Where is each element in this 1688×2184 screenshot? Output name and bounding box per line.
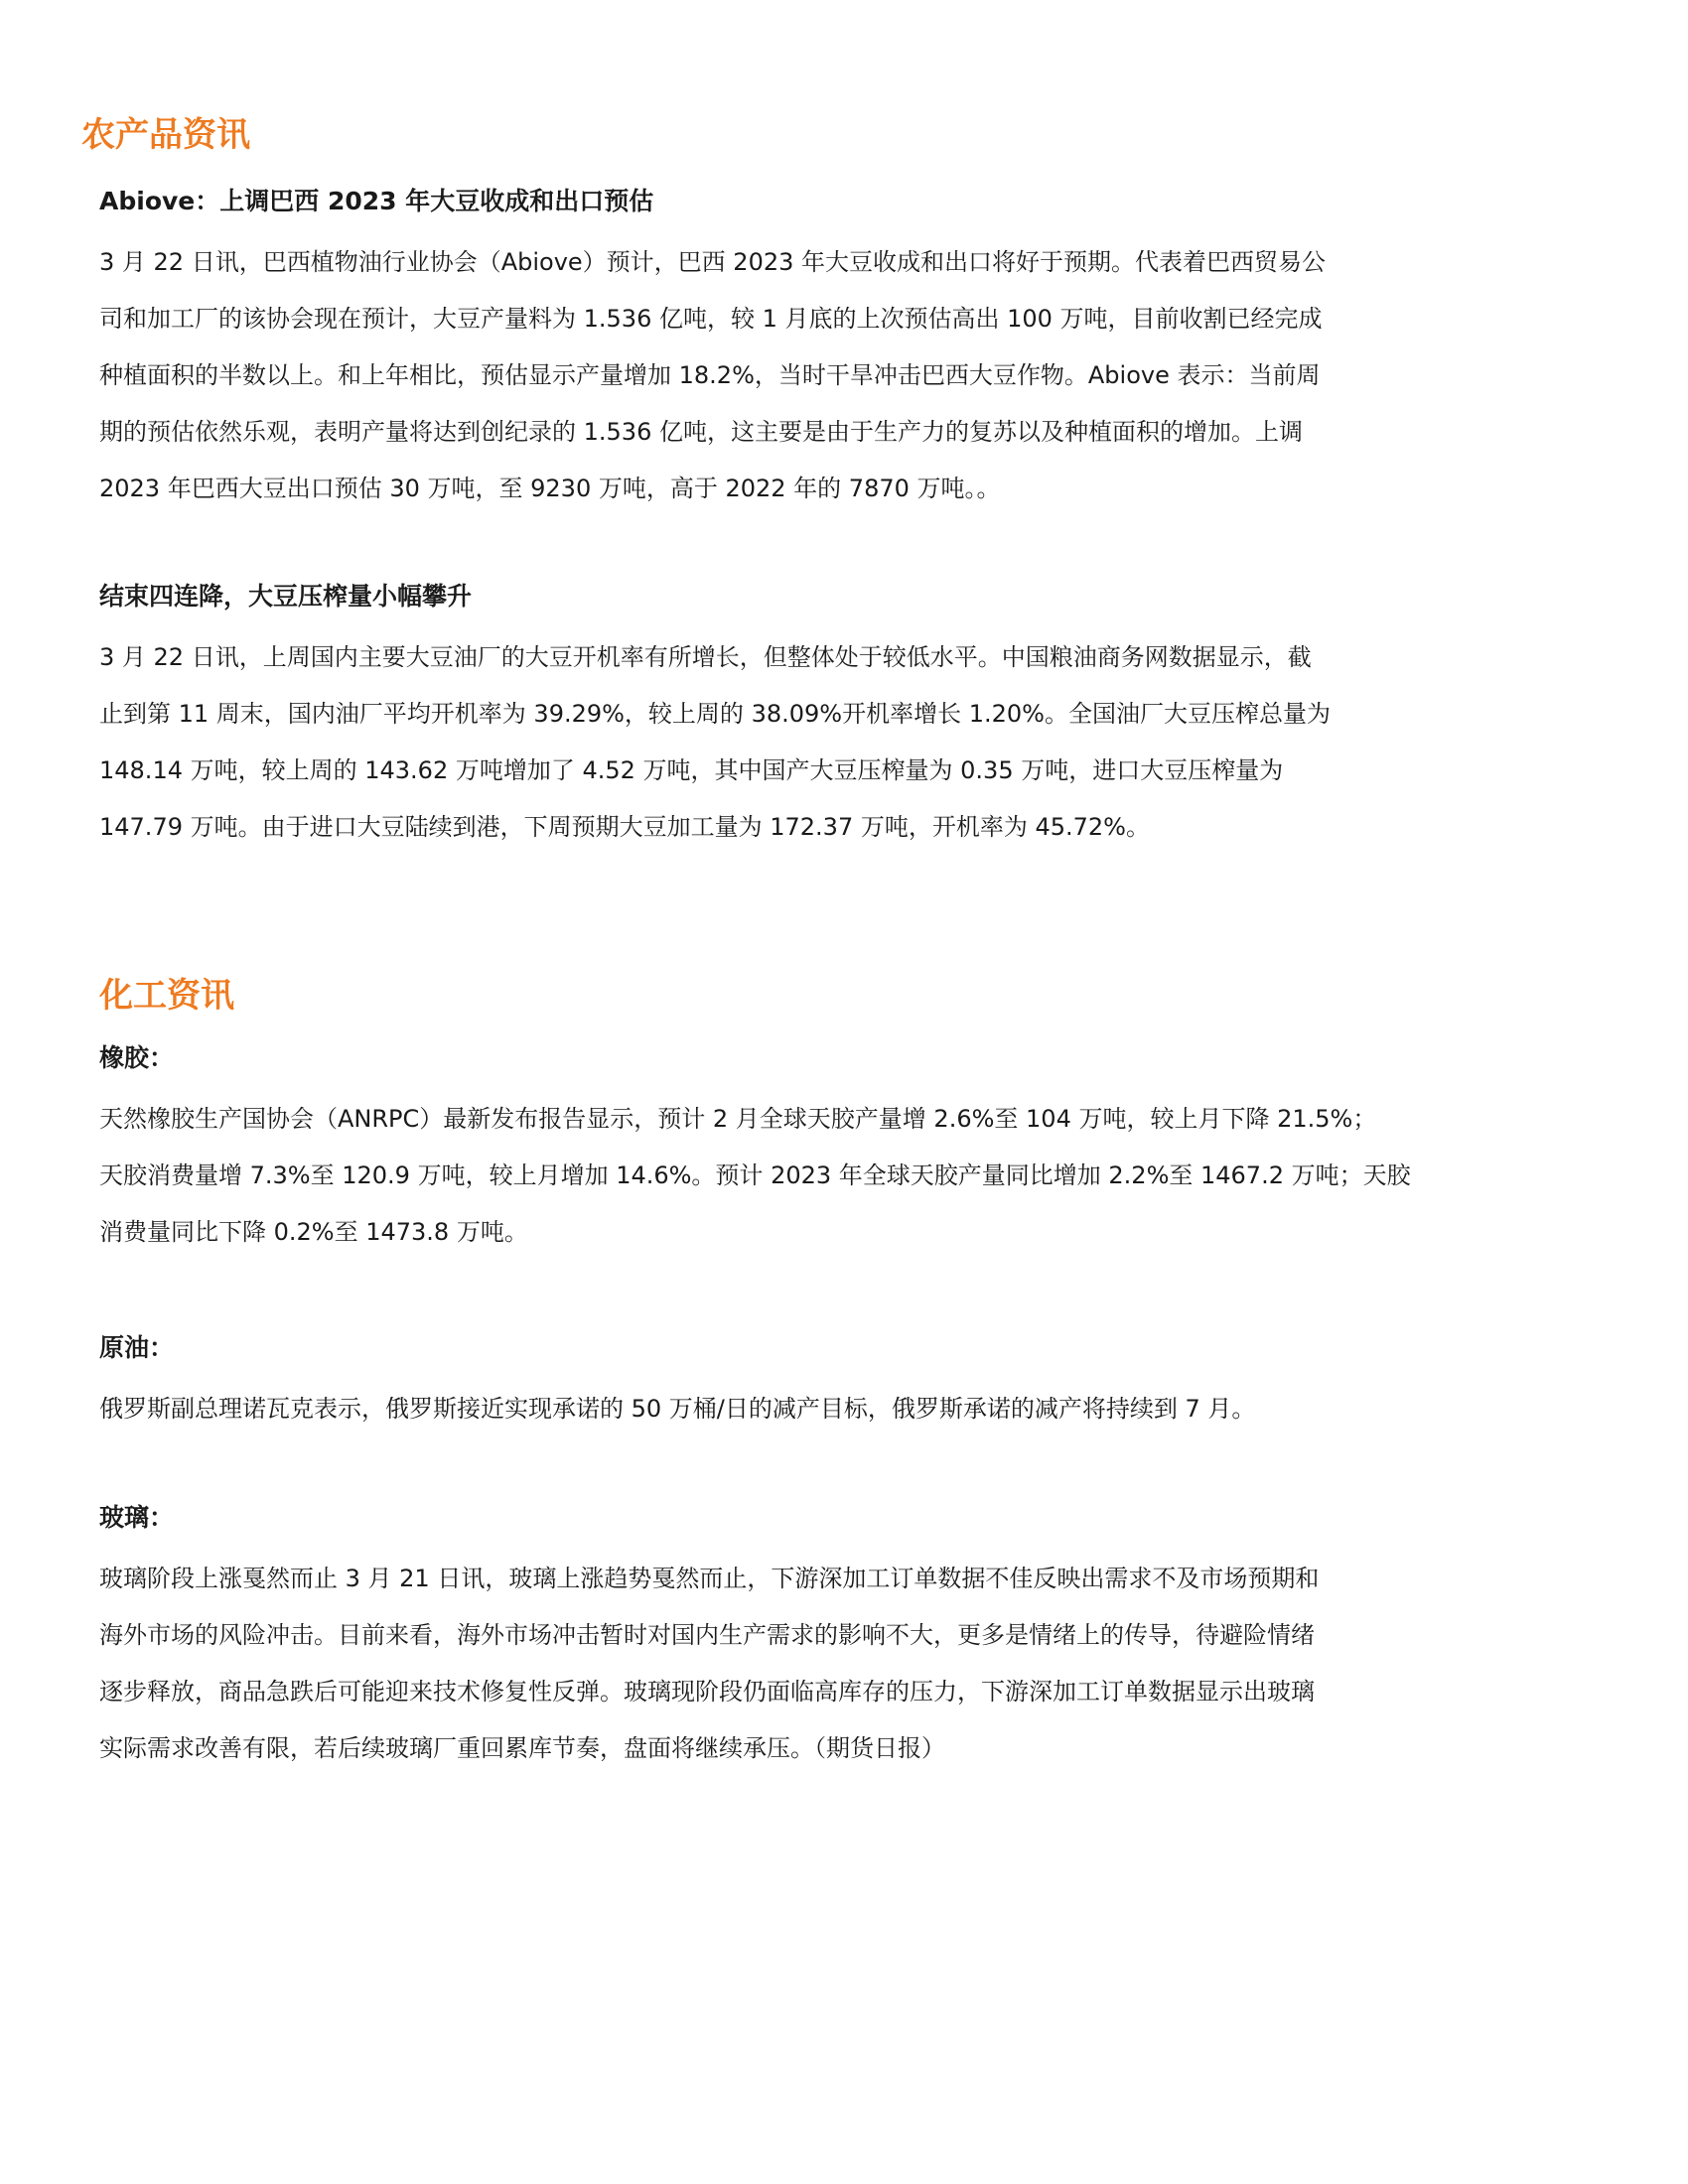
- section-title-agriculture: 农产品资讯: [81, 115, 250, 155]
- article-body: [99, 234, 1609, 517]
- body-line: 实际需求改善有限，若后续玻璃厂重回累库节奏，盘面将继续承压。（期货日报）: [99, 1734, 945, 1762]
- body-line: 海外市场的风险冲击。目前来看，海外市场冲击暂时对国内生产需求的影响不大，更多是情绪上的传导，待避险情绪: [99, 1621, 1315, 1649]
- article-heading: 橡胶：: [99, 1043, 175, 1072]
- body-line: 种植面积的半数以上。和上年相比，预估显示产量增加 18.2%，当时干旱冲击巴西大豆作物。Abiove 表示：当前周: [99, 361, 1321, 389]
- article-body: [99, 629, 1609, 856]
- body-line: 3 月 22 日讯，上周国内主要大豆油厂的大豆开机率有所增长，但整体处于较低水平。中国粮油商务网数据显示，截: [99, 643, 1312, 671]
- article-body: [99, 1091, 1609, 1261]
- body-line: 俄罗斯副总理诺瓦克表示，俄罗斯接近实现承诺的 50 万桶/日的减产目标，俄罗斯承诺的减产将持续到 7 月。: [99, 1395, 1256, 1423]
- article-rubber: [99, 1036, 1609, 1261]
- body-line: 148.14 万吨，较上周的 143.62 万吨增加了 4.52 万吨，其中国产大豆压榨量为 0.35 万吨，进口大豆压榨量为: [99, 756, 1284, 784]
- section-title-chemicals: 化工资讯: [99, 976, 234, 1016]
- body-line: 3 月 22 日讯，巴西植物油行业协会（Abiove）预计，巴西 2023 年大豆收成和出口将好于预期。代表着巴西贸易公: [99, 248, 1327, 276]
- article-body: [99, 1381, 1609, 1437]
- article-abiove: [99, 180, 1609, 517]
- article-body: [99, 1551, 1609, 1777]
- body-line: 逐步释放，商品急跌后可能迎来技术修复性反弹。玻璃现阶段仍面临高库存的压力，下游深加工订单数据显示出玻璃: [99, 1678, 1315, 1706]
- article-soybean-crush: [99, 575, 1609, 856]
- article-crude-oil: [99, 1326, 1609, 1437]
- body-line: 2023 年巴西大豆出口预估 30 万吨，至 9230 万吨，高于 2022 年的 7870 万吨。。: [99, 475, 1001, 502]
- article-heading: Abiove：上调巴西 2023 年大豆收成和出口预估: [99, 187, 654, 215]
- article-heading: 结束四连降，大豆压榨量小幅攀升: [99, 582, 473, 611]
- body-line: 期的预估依然乐观，表明产量将达到创纪录的 1.536 亿吨，这主要是由于生产力的复苏以及种植面积的增加。上调: [99, 418, 1303, 446]
- article-glass: [99, 1496, 1609, 1777]
- article-heading: 玻璃：: [99, 1503, 175, 1532]
- body-line: 止到第 11 周末，国内油厂平均开机率为 39.29%，较上周的 38.09%开机率增长 1.20%。全国油厂大豆压榨总量为: [99, 700, 1331, 728]
- body-line: 消费量同比下降 0.2%至 1473.8 万吨。: [99, 1218, 528, 1246]
- body-line: 天然橡胶生产国协会（ANRPC）最新发布报告显示，预计 2 月全球天胶产量增 2.6%至 104 万吨，较上月下降 21.5%；: [99, 1105, 1377, 1133]
- body-line: 玻璃阶段上涨戛然而止 3 月 21 日讯，玻璃上涨趋势戛然而止，下游深加工订单数据不佳反映出需求不及市场预期和: [99, 1565, 1320, 1592]
- body-line: 司和加工厂的该协会现在预计，大豆产量料为 1.536 亿吨，较 1 月底的上次预估高出 100 万吨，目前收割已经完成: [99, 305, 1323, 333]
- article-heading: 原油：: [99, 1333, 175, 1362]
- body-line: 147.79 万吨。由于进口大豆陆续到港，下周预期大豆加工量为 172.37 万吨，开机率为 45.72%。: [99, 813, 1150, 841]
- body-line: 天胶消费量增 7.3%至 120.9 万吨，较上月增加 14.6%。预计 2023 年全球天胶产量同比增加 2.2%至 1467.2 万吨；天胶: [99, 1161, 1411, 1189]
